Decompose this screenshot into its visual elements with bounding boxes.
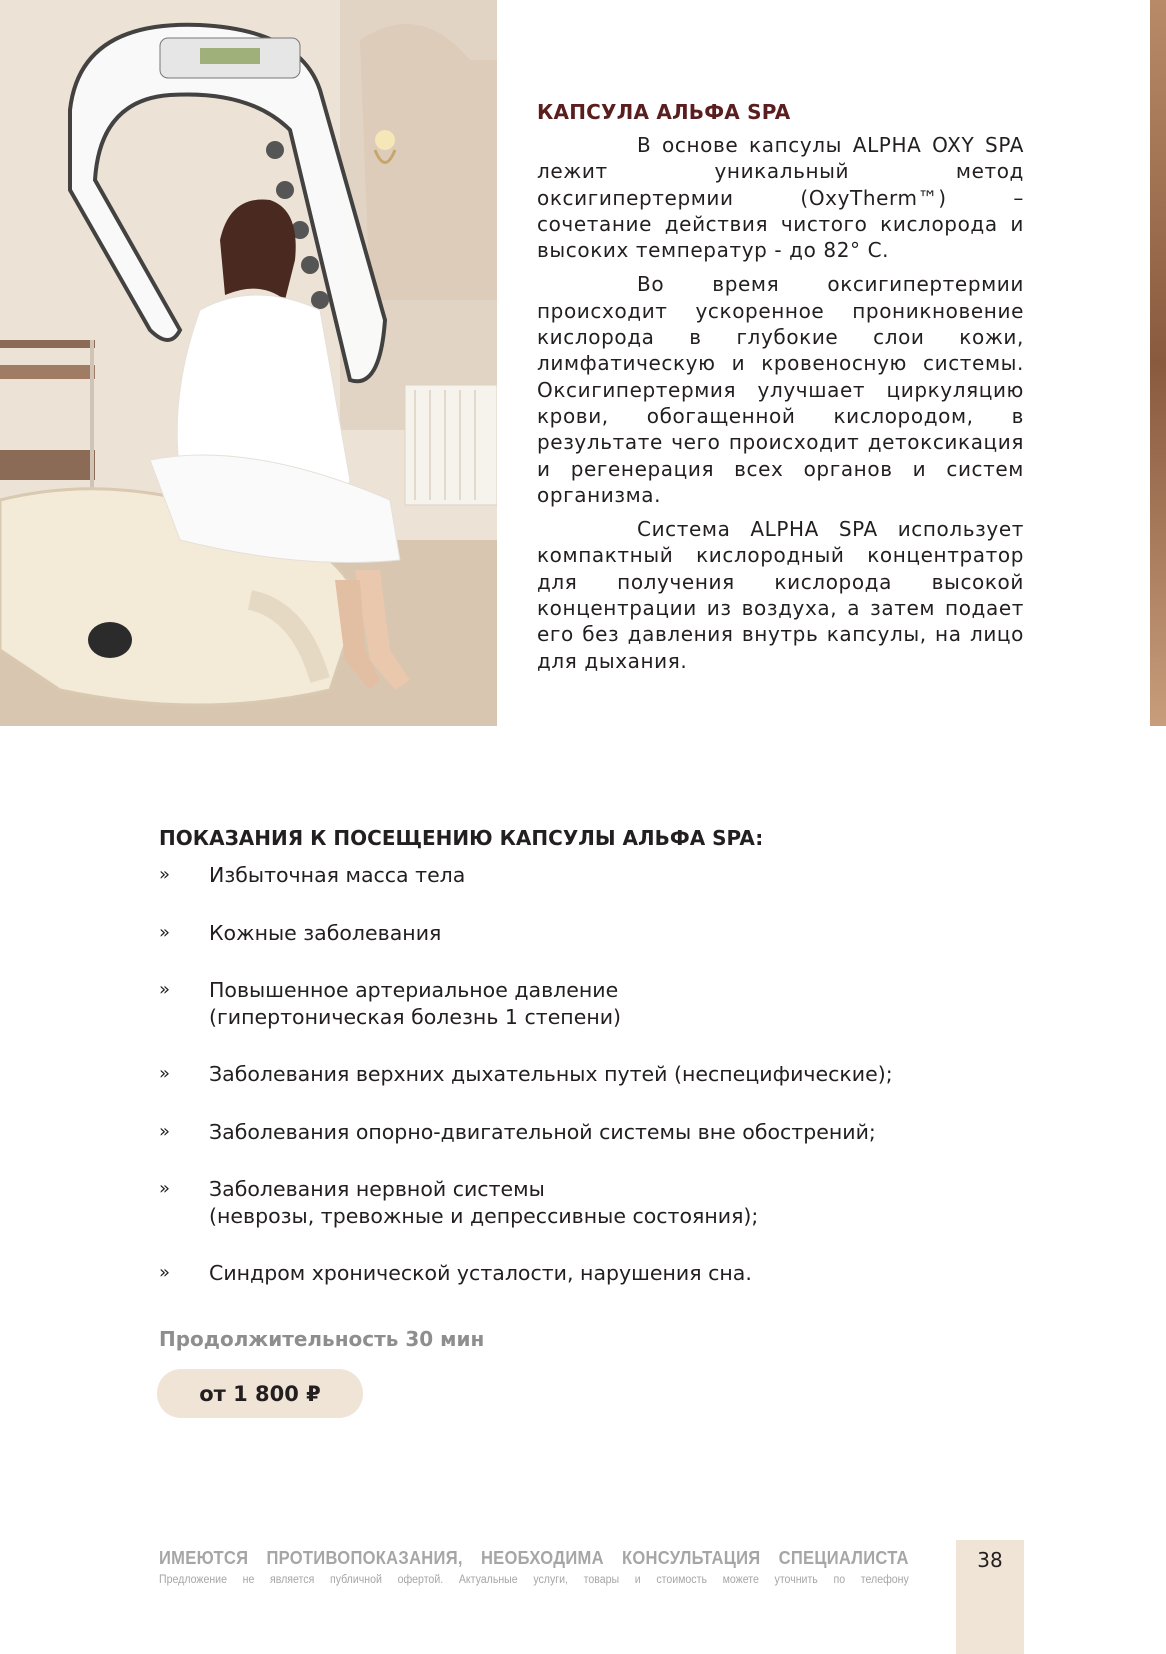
item-text: Заболевания верхних дыхательных путей (неспецифические); (209, 1062, 893, 1086)
list-item (159, 1260, 1039, 1287)
list-item (159, 977, 1039, 1030)
price-badge: от 1 800 ₽ (157, 1369, 363, 1418)
contraindications-warning: ИМЕЮТСЯ ПРОТИВОПОКАЗАНИЯ, НЕОБХОДИМА КОНСУЛЬТАЦИЯ СПЕЦИАЛИСТА (159, 1548, 909, 1568)
list-item (159, 920, 1039, 947)
item-text: (гипертоническая болезнь 1 степени) (209, 1004, 622, 1029)
intro-paragraph: В основе капсулы ALPHA OXY SPA лежит уникальный метод оксигипертермии (OxyTherm™) – сочетание действия чистого кислорода и высоких температур - до 82° С. (537, 133, 1024, 263)
duration-label: Продолжительность 30 мин (159, 1327, 485, 1351)
item-text: Кожные заболевания (209, 920, 442, 945)
bullet-mark: » (159, 864, 171, 885)
intro-paragraph: Система ALPHA SPA использует компактный кислородный концентратор для получения кислорода высокой концентрации из воздуха, а затем подает его без давления внутрь капсулы, на лицо для дыхания. (537, 517, 1024, 673)
spa-capsule-photo (0, 0, 497, 726)
indications-list (159, 862, 1039, 1287)
page-number: 38 (977, 1548, 1003, 1572)
indications-section (159, 826, 1039, 1318)
edge-photo-strip (1150, 0, 1166, 726)
intro-paragraph: Во время оксигипертермии происходит ускоренное проникновение кислорода в глубокие слои кожи, лимфатическую и кровеносную системы. Оксигипертермия улучшает циркуляцию крови, обогащенной кислородом, в результате чего происходит детоксикация и регенерация всех органов и систем организма. (537, 272, 1024, 507)
item-text: Избыточная масса тела (209, 863, 466, 887)
item-text: Повышенное артериальное давление (209, 978, 619, 1002)
bullet-mark: » (159, 1178, 171, 1199)
bullet-mark: » (159, 1262, 171, 1283)
indications-title: ПОКАЗАНИЯ К ПОСЕЩЕНИЮ КАПСУЛЫ АЛЬФА SPA: (159, 826, 764, 850)
bullet-mark: » (159, 1063, 171, 1084)
intro-section (537, 100, 1024, 682)
intro-title: КАПСУЛА АЛЬФА SPA (537, 100, 791, 124)
list-item (159, 1061, 1039, 1088)
list-item (159, 1119, 1039, 1146)
list-item (159, 862, 1039, 889)
offer-disclaimer: Предложение не является публичной офертой. Актуальные услуги, товары и стоимость можете уточнить по телефону (159, 1574, 909, 1586)
item-text: Заболевания опорно-двигательной системы вне обострений; (209, 1119, 876, 1144)
item-text: Синдром хронической усталости, нарушения сна. (209, 1261, 752, 1285)
item-text: (неврозы, тревожные и депрессивные состояния); (209, 1203, 759, 1228)
bullet-mark: » (159, 1120, 171, 1142)
item-text: Заболевания нервной системы (209, 1177, 545, 1201)
list-item (159, 1176, 1039, 1229)
bullet-mark: » (159, 921, 171, 943)
bullet-mark: » (159, 979, 171, 1000)
